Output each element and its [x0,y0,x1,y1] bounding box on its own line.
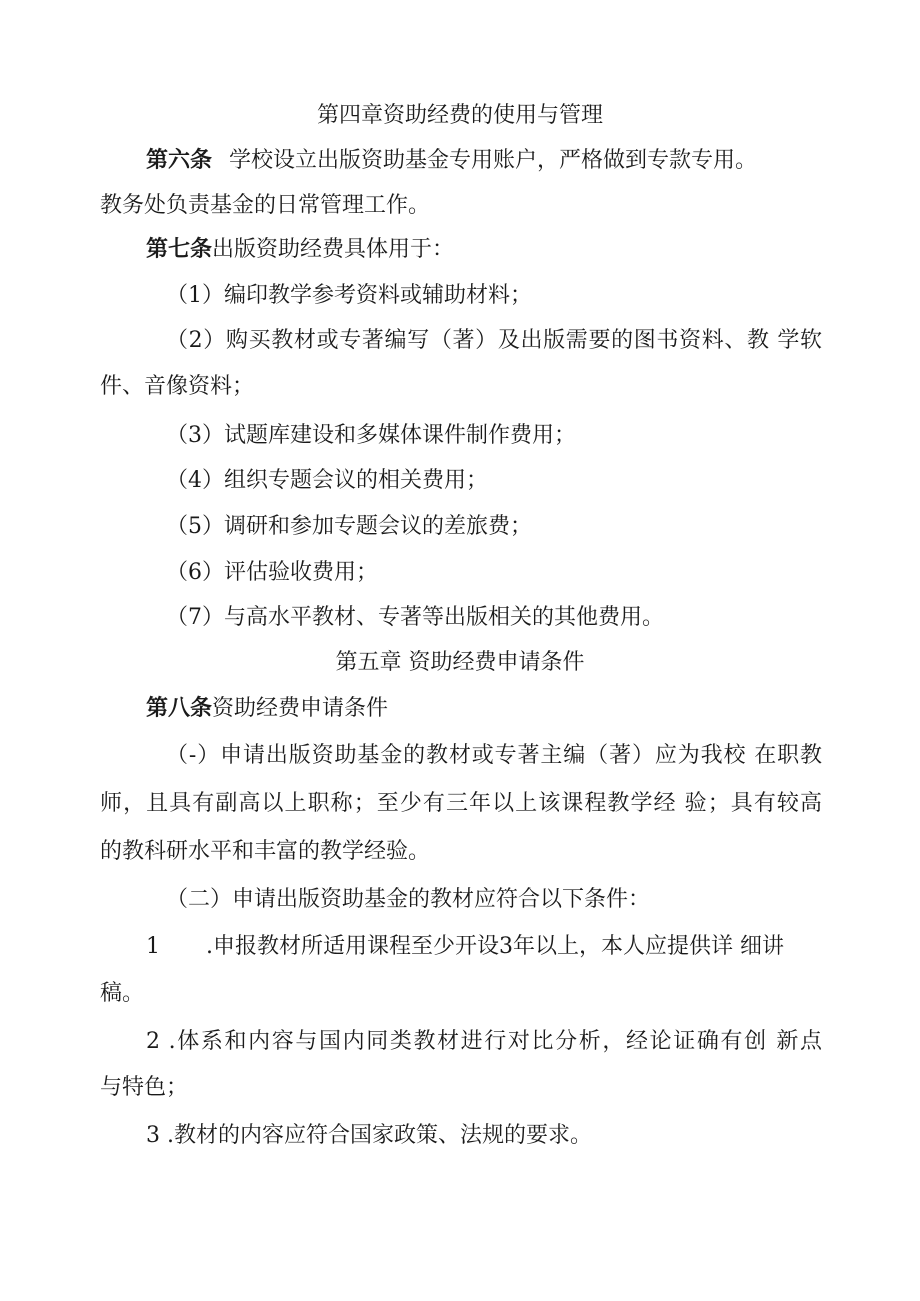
condition-3: 3 .教材的内容应符合国家政策、法规的要求。 [146,1123,592,1148]
article6-text: 学校设立出版资助基金专用账户，严格做到专款专用。 [229,148,758,173]
condition-2-line1: 2 .体系和内容与国内同类教材进行对比分析，经论证确有创 新点 [146,1029,822,1054]
article7-item-2: （2）购买教材或专著编写（著）及出版需要的图书资料、教 学软 [166,328,822,353]
article7-item-4: （4）组织专题会议的相关费用； [166,468,488,493]
article7-intro: 出版资助经费具体用于： [212,237,455,262]
article7-item-7: （7）与高水平教材、专著等出版相关的其他费用。 [166,605,664,630]
condition-1-line2: 稿。 [100,981,145,1006]
article8-para1-line2: 师，且具有副高以上职称；至少有三年以上该课程教学经 验；具有较高 [100,791,822,816]
article6-label: 第六条 [146,148,213,173]
article7-item-3: （3）试题库建设和多媒体课件制作费用； [166,423,576,448]
condition-2-line2: 与特色； [100,1075,189,1100]
article8-para1-line1: （-）申请出版资助基金的教材或专著主编（著）应为我校 在职教 [166,743,822,768]
condition-1-number: 1 [146,934,160,959]
article6-line2: 教务处负责基金的日常管理工作。 [100,193,431,218]
article8-para1-line3: 的教科研水平和丰富的教学经验。 [100,839,431,864]
article7-item-2-cont: 件、音像资料； [100,374,255,399]
article8-heading [146,694,388,724]
article8-label: 第八条 [146,696,213,721]
article7-label: 第七条 [146,237,213,262]
article8-para2: （二）申请出版资助基金的教材应符合以下条件： [166,887,651,912]
chapter4-title: 第四章资助经费的使用与管理 [316,103,603,128]
condition-1-text: .申报教材所适用课程至少开设3年以上，本人应提供详 细讲 [206,934,784,959]
article7-heading [146,235,454,265]
article7-item-5: （5）调研和参加专题会议的差旅费； [166,514,532,539]
article8-intro: 资助经费申请条件 [212,696,389,721]
chapter5-title: 第五章 资助经费申请条件 [335,650,585,675]
article6-line1 [146,146,757,176]
article7-item-6: （6）评估验收费用； [166,560,378,585]
article7-item-1: （1）编印教学参考资料或辅助材料； [166,283,532,308]
condition-1-line1 [146,932,822,962]
